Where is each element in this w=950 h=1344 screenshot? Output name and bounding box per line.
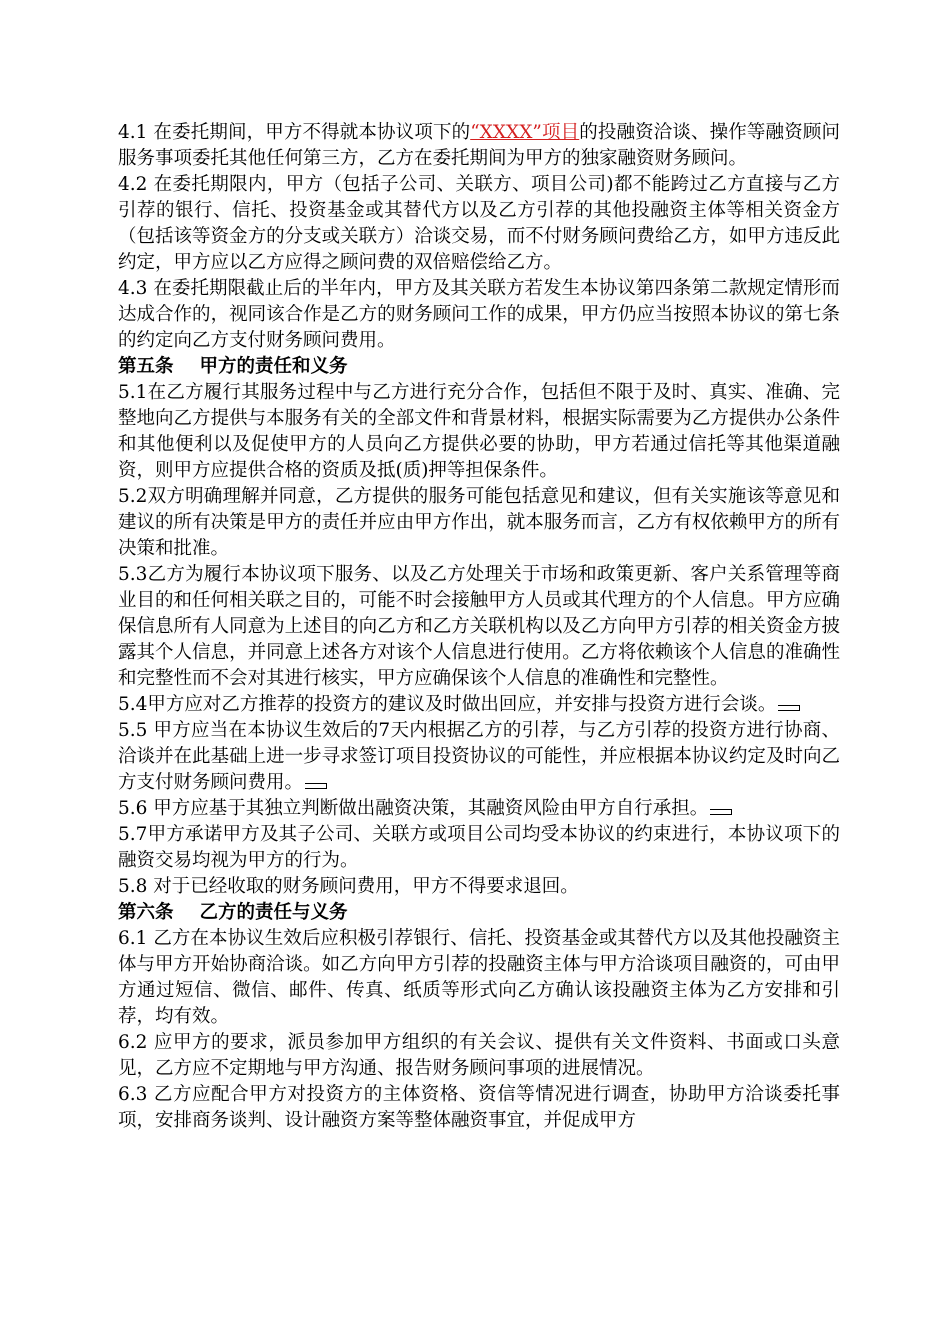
clause-5-7: 5.7甲方承诺甲方及其子公司、关联方或项目公司均受本协议的约束进行，本协议项下的融资交易均视为甲方的行为。 <box>118 824 840 871</box>
clause-6-3: 6.3 乙方应配合甲方对投资方的主体资格、资信等情况进行调查，协助甲方洽谈委托事项，安排商务谈判、设计融资方案等整体融资事宜，并促成甲方 <box>118 1084 840 1131</box>
document-page <box>118 120 840 1134</box>
clause-4-1-text-end: 的投融资洽谈、操作等融资顾问服务事项委托其他任何第三方，乙方在委托期间为甲方的独家融资财务顾问。 <box>118 122 840 169</box>
clause-5-4 <box>118 692 840 718</box>
article-5-number: 第五条 <box>118 356 174 377</box>
clause-4-1-text-start: 4.1 在委托期间，甲方不得就本协议项下的 <box>118 122 471 143</box>
clause-5-6-text: 5.6 甲方应基于其独立判断做出融资决策，其融资风险由甲方自行承担。 <box>118 798 709 819</box>
article-6-title: 乙方的责任与义务 <box>199 902 348 923</box>
article-6-heading <box>118 900 840 926</box>
clause-5-8: 5.8 对于已经收取的财务顾问费用，甲方不得要求退回。 <box>118 876 579 897</box>
paragraph-mark-icon <box>710 809 732 815</box>
article-5-title: 甲方的责任和义务 <box>199 356 348 377</box>
clause-5-4-text: 5.4甲方应对乙方推荐的投资方的建议及时做出回应，并安排与投资方进行会谈。 <box>118 694 777 715</box>
clause-5-5-text: 5.5 甲方应当在本协议生效后的7天内根据乙方的引荐，与乙方引荐的投资方进行协商、洽谈并在此基础上进一步寻求签订项目投资协议的可能性，并应根据本协议约定及时向乙方支付财务顾问费用。 <box>118 720 840 793</box>
paragraph-mark-icon <box>305 783 327 789</box>
clause-4-1 <box>118 120 840 172</box>
clause-6-1: 6.1 乙方在本协议生效后应积极引荐银行、信托、投资基金或其替代方以及其他投融资主体与甲方开始协商洽谈。如乙方向甲方引荐的投融资主体与甲方洽谈项目融资的，可由甲方通过短信、微信、邮件、传真、纸质等形式向乙方确认该投融资主体为乙方安排和引荐，均有效。 <box>118 928 840 1027</box>
clause-5-5 <box>118 718 840 796</box>
clause-5-1: 5.1在乙方履行其服务过程中与乙方进行充分合作，包括但不限于及时、真实、准确、完整地向乙方提供与本服务有关的全部文件和背景材料，根据实际需要为乙方提供办公条件和其他便利以及促使甲方的人员向乙方提供必要的协助，甲方若通过信托等其他渠道融资，则甲方应提供合格的资质及抵(质)押等担保条件。 <box>118 382 840 481</box>
clause-4-2: 4.2 在委托期限内，甲方（包括子公司、关联方、项目公司)都不能跨过乙方直接与乙方引荐的银行、信托、投资基金或其替代方以及乙方引荐的其他投融资主体等相关资金方（包括该等资金方的分支或关联方）洽谈交易，而不付财务顾问费给乙方，如甲方违反此约定，甲方应以乙方应得之顾问费的双倍赔偿给乙方。 <box>118 174 840 273</box>
clause-5-3: 5.3乙方为履行本协议项下服务、以及乙方处理关于市场和政策更新、客户关系管理等商业目的和任何相关联之目的，可能不时会接触甲方人员或其代理方的个人信息。甲方应确保信息所有人同意为上述目的向乙方和乙方关联机构以及乙方向甲方引荐的相关资金方披露其个人信息，并同意上述各方对该个人信息进行使用。乙方将依赖该个人信息的准确性和完整性而不会对其进行核实，甲方应确保该个人信息的准确性和完整性。 <box>118 564 840 689</box>
article-5-heading <box>118 354 840 380</box>
clause-5-2: 5.2双方明确理解并同意，乙方提供的服务可能包括意见和建议，但有关实施该等意见和建议的所有决策是甲方的责任并应由甲方作出，就本服务而言，乙方有权依赖甲方的所有决策和批准。 <box>118 486 840 559</box>
clause-4-3: 4.3 在委托期限截止后的半年内，甲方及其关联方若发生本协议第四条第二款规定情形而达成合作的，视同该合作是乙方的财务顾问工作的成果，甲方仍应当按照本协议的第七条的约定向乙方支付财务顾问费用。 <box>118 278 840 351</box>
paragraph-mark-icon <box>778 705 800 711</box>
project-name-highlight: “XXXX”项目 <box>470 122 580 143</box>
article-6-number: 第六条 <box>118 902 174 923</box>
clause-6-2: 6.2 应甲方的要求，派员参加甲方组织的有关会议、提供有关文件资料、书面或口头意见，乙方应不定期地与甲方沟通、报告财务顾问事项的进展情况。 <box>118 1032 840 1079</box>
clause-5-6 <box>118 796 840 822</box>
